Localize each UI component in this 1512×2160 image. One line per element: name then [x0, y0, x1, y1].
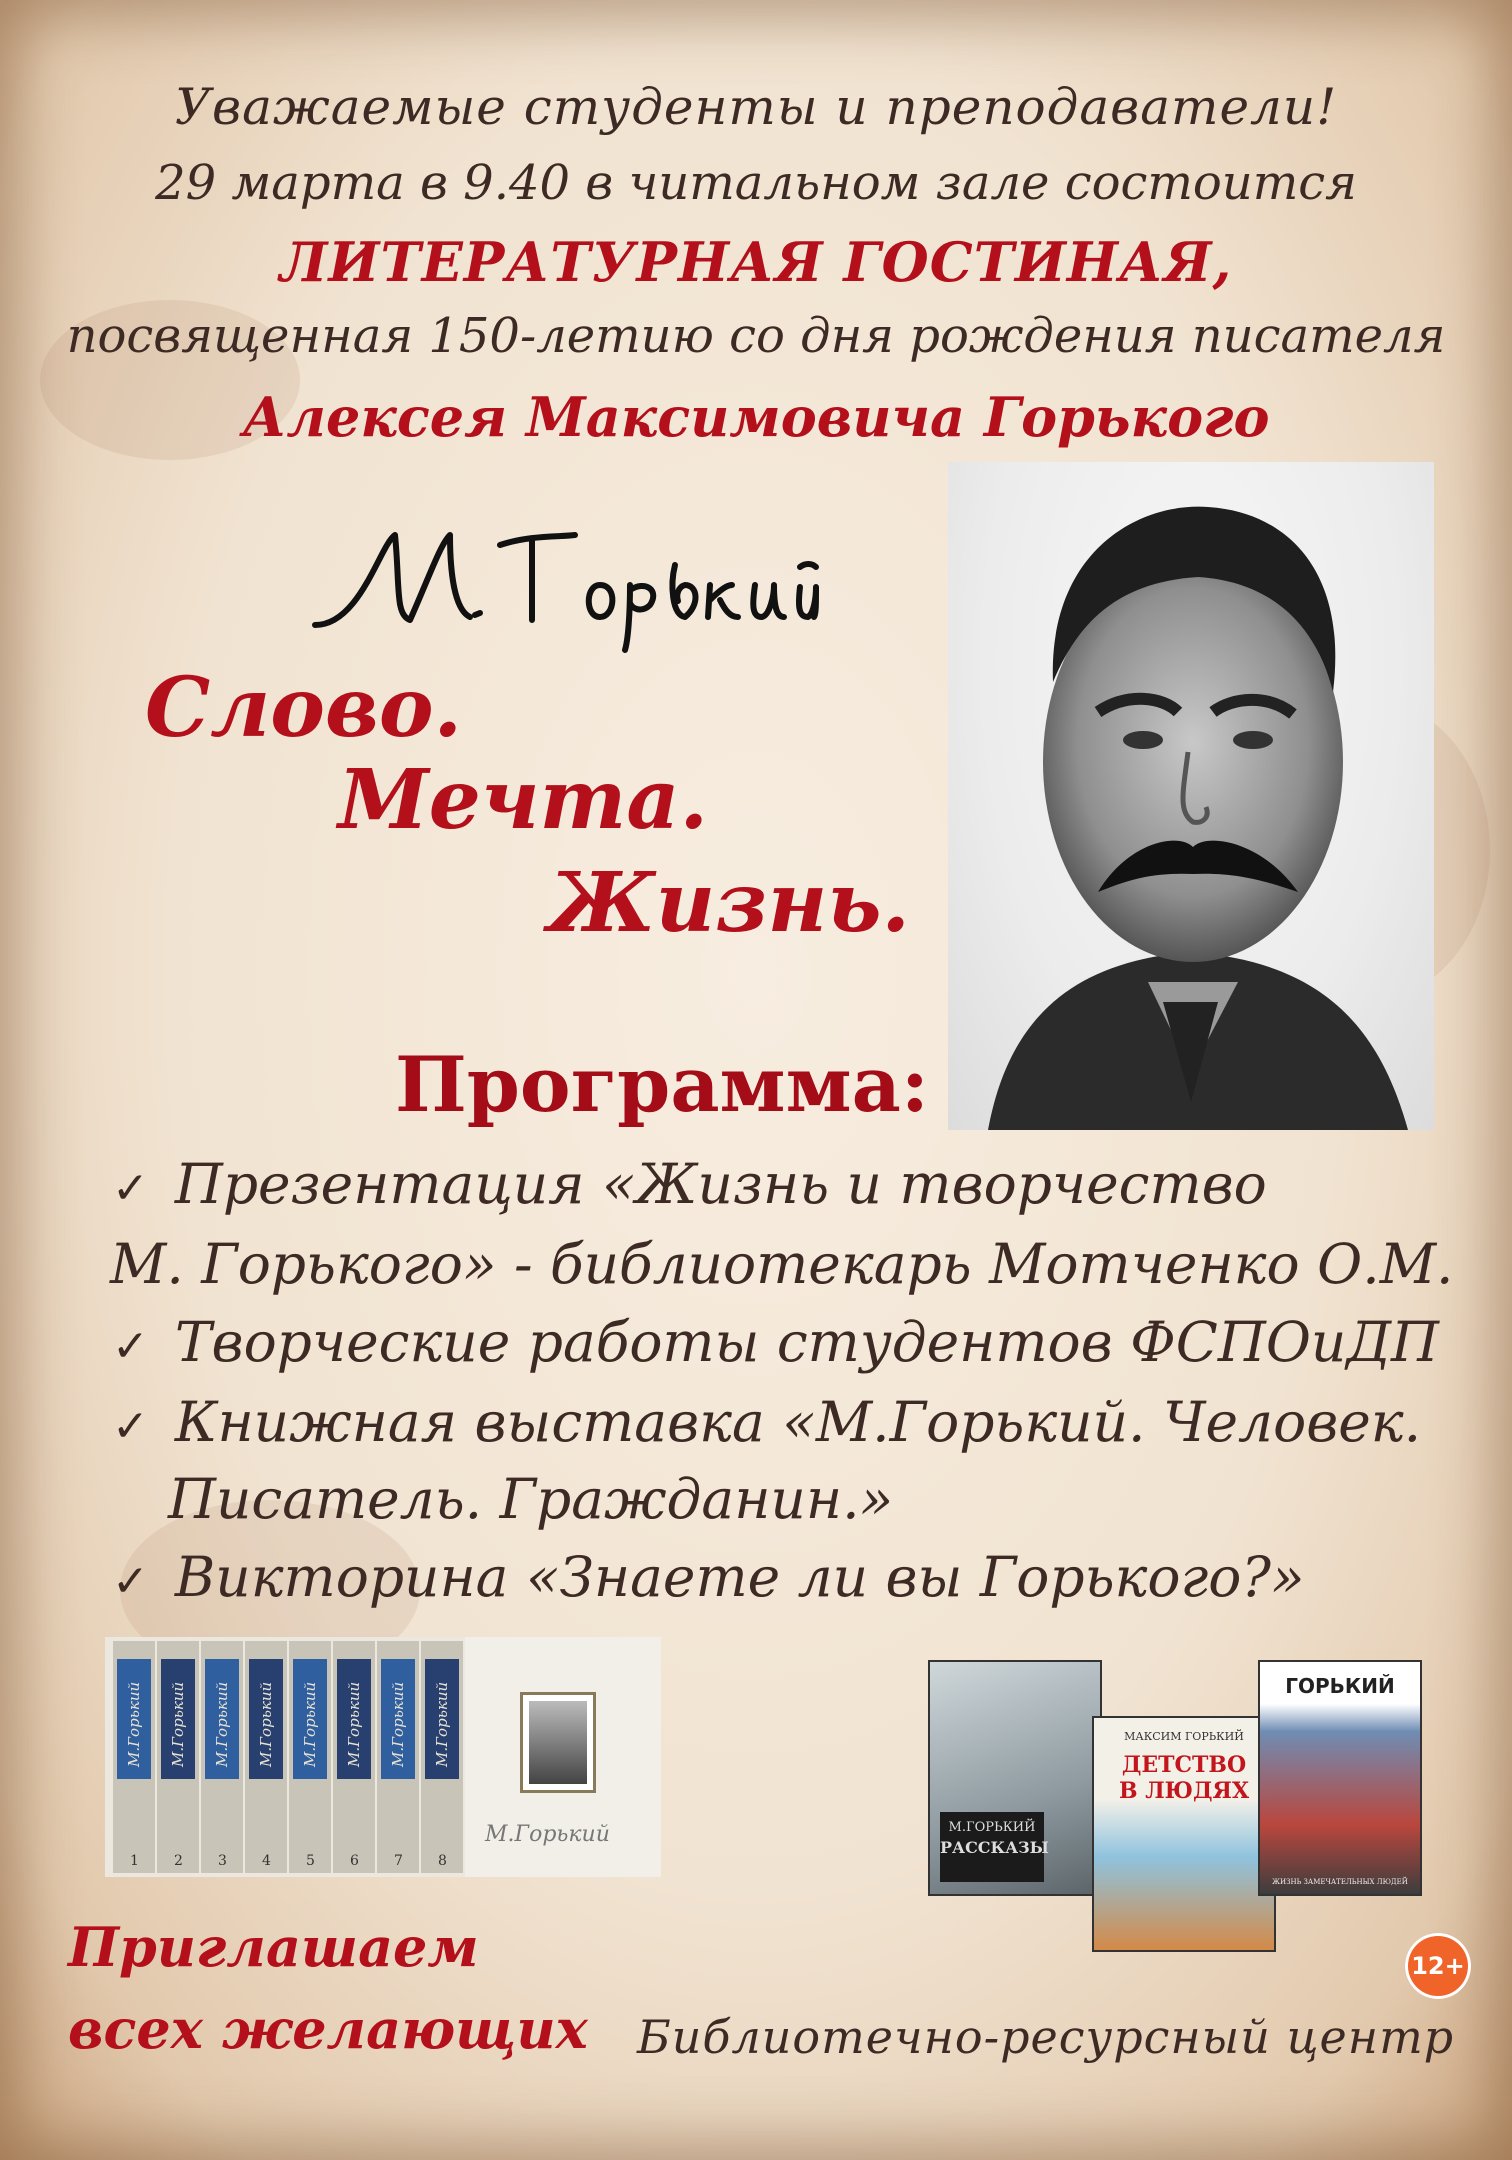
age-rating-badge: 12+	[1405, 1933, 1471, 1999]
spine-title: М.Горький	[301, 1681, 319, 1767]
spine-title: М.Горький	[433, 1681, 451, 1767]
cover-title: ДЕТСТВО В ЛЮДЯХ	[1118, 1752, 1250, 1804]
book-spine	[421, 1641, 463, 1873]
check-icon: ✓	[112, 1321, 149, 1372]
spine-title: М.Горький	[125, 1681, 143, 1767]
program-item-text: Презентация «Жизнь и творчество	[174, 1152, 1267, 1216]
frontispiece-signature: М.Горький	[485, 1822, 610, 1847]
spine-volume-number: 7	[394, 1853, 403, 1869]
program-item-continuation: Писатель. Гражданин.»	[168, 1467, 894, 1531]
book-spine	[289, 1641, 331, 1873]
frontispiece-page	[465, 1637, 661, 1877]
program-item	[112, 1310, 1439, 1374]
slogan-word: Слово.	[145, 660, 463, 756]
spine-volume-number: 3	[218, 1853, 227, 1869]
check-icon: ✓	[112, 1401, 149, 1452]
cover-author: М.ГОРЬКИЙ	[948, 1820, 1036, 1835]
program-item-text: Книжная выставка «М.Горький. Человек.	[174, 1390, 1422, 1454]
spine-volume-number: 1	[130, 1853, 139, 1869]
frontispiece-frame	[520, 1692, 596, 1793]
book-spine	[245, 1641, 287, 1873]
gorky-portrait-photo	[948, 462, 1434, 1130]
cover-title: РАССКАЗЫ	[940, 1838, 1049, 1857]
spine-title: М.Горький	[169, 1681, 187, 1767]
spine-volume-number: 4	[262, 1853, 271, 1869]
spine-title: М.Горький	[257, 1681, 275, 1767]
cover-detstvo	[1092, 1716, 1276, 1952]
spine-volume-number: 2	[174, 1853, 183, 1869]
check-icon: ✓	[112, 1163, 149, 1214]
spine-title: М.Горький	[345, 1681, 363, 1767]
spine-title: М.Горький	[213, 1681, 231, 1767]
invitation-line: Приглашаем	[68, 1915, 479, 1979]
cover-author: ГОРЬКИЙ	[1285, 1674, 1395, 1698]
program-item	[112, 1545, 1305, 1609]
program-item-continuation: М. Горького» - библиотекарь Мотченко О.М.	[110, 1232, 1454, 1296]
book-spine	[113, 1641, 155, 1873]
cover-series: ЖИЗНЬ ЗАМЕЧАТЕЛЬНЫХ ЛЮДЕЙ	[1272, 1878, 1408, 1886]
program-title: Программа:	[395, 1040, 929, 1129]
cover-label	[940, 1812, 1049, 1882]
invitation-line: всех желающих	[68, 1997, 588, 2061]
dedication-line: посвященная 150-летию со дня рождения писателя	[66, 308, 1446, 364]
collected-works-photo	[105, 1637, 661, 1877]
book-spine	[377, 1641, 419, 1873]
organizer-footer: Библиотечно-ресурсный центр	[637, 2010, 1455, 2064]
writer-name: Алексея Максимовича Горького	[242, 385, 1270, 449]
frontispiece-portrait	[529, 1701, 587, 1784]
event-title: ЛИТЕРАТУРНАЯ ГОСТИНАЯ,	[279, 230, 1233, 294]
spine-title: М.Горький	[389, 1681, 407, 1767]
book-spine	[201, 1641, 243, 1873]
date-line: 29 марта в 9.40 в читальном зале состоится	[155, 155, 1357, 211]
cover-author: МАКСИМ ГОРЬКИЙ	[1124, 1730, 1244, 1743]
spine-volume-number: 6	[350, 1853, 359, 1869]
check-icon: ✓	[112, 1556, 149, 1607]
book-spine	[333, 1641, 375, 1873]
program-item	[112, 1152, 1267, 1216]
spine-volume-number: 8	[438, 1853, 447, 1869]
cover-rasskazy	[928, 1660, 1102, 1896]
gorky-signature	[300, 505, 820, 655]
program-item-text: Викторина «Знаете ли вы Горького?»	[174, 1545, 1305, 1609]
program-item	[112, 1390, 1421, 1454]
book-spine	[157, 1641, 199, 1873]
spine-volume-number: 5	[306, 1853, 315, 1869]
slogan-word: Жизнь.	[548, 855, 910, 951]
book-covers	[928, 1660, 1418, 1950]
slogan-word: Мечта.	[338, 752, 709, 848]
cover-zhzl	[1258, 1660, 1422, 1896]
greeting: Уважаемые студенты и преподаватели!	[174, 78, 1338, 136]
program-item-text: Творческие работы студентов ФСПОиДП	[174, 1310, 1440, 1374]
